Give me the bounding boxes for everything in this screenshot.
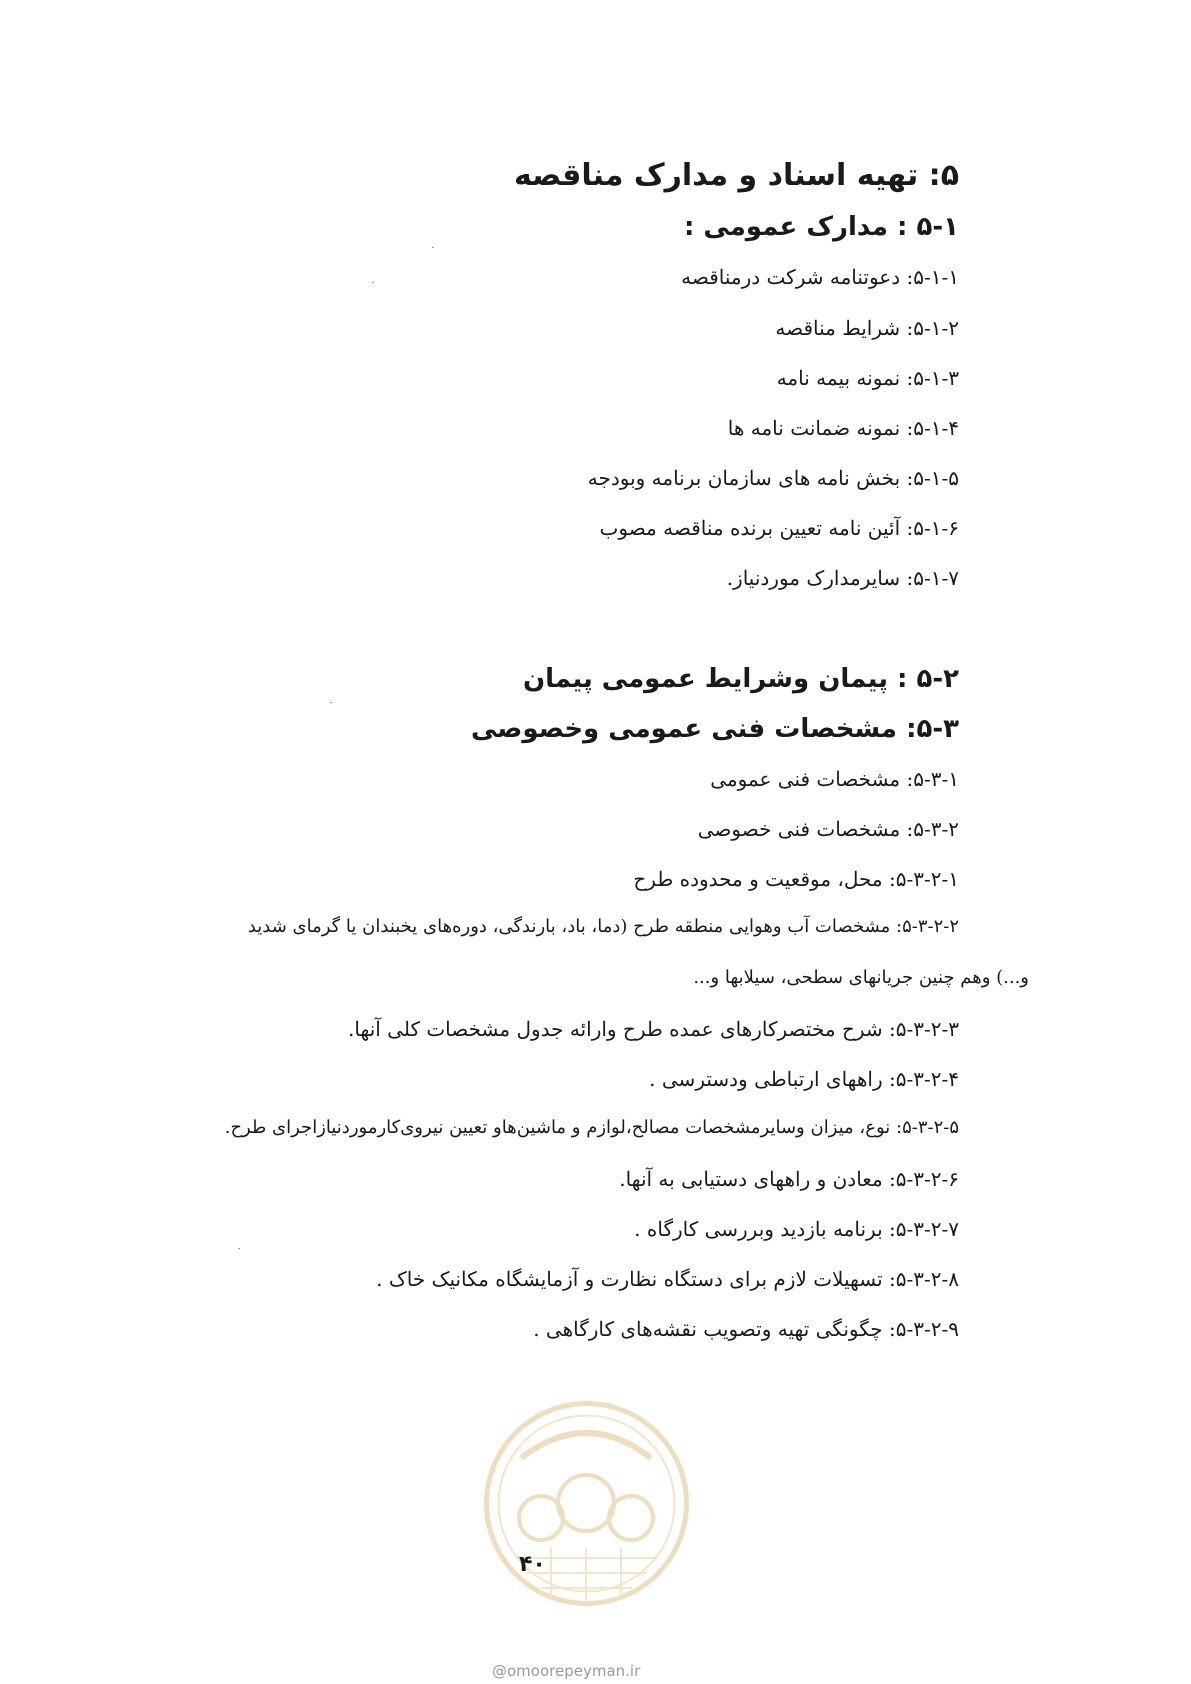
list-item: ۵-۳-۱: مشخصات فنی عمومی [710,767,959,791]
specs-heading: ۵-۳: مشخصات فنی عمومی وخصوصی [470,714,959,744]
list-item: ۵-۳-۲-۷: برنامه بازدید وبررسی کارگاه . [634,1217,959,1241]
list-item: ۵-۳-۲-۳: شرح مختصرکارهای عمده طرح وارائه جدول مشخصات کلی آنها. [348,1017,959,1041]
list-item: ۵-۳-۲-۴: راههای ارتباطی ودسترسی . [649,1067,959,1091]
page-number: ۴۰ [519,1552,546,1577]
list-item: ۵-۳-۲-۸: تسهیلات لازم برای دستگاه نظارت و آزمایشگاه مکانیک خاک . [376,1267,959,1291]
watermark-seal-icon [481,1398,692,1609]
scan-speck [330,702,332,703]
at-icon: @ [492,1662,507,1680]
scan-speck [432,247,434,248]
list-item: ۵-۱-۵: بخش نامه های سازمان برنامه وبودجه [587,466,959,490]
scan-speck [238,1248,240,1249]
list-item: ۵-۳-۲-۲: مشخصات آب وهوایی منطقه طرح (دما، باد، بارندگی، دوره‌های یخبندان یا گرمای شدید [247,916,959,937]
list-item: ۵-۱-۳: نمونه بیمه نامه [776,366,959,390]
general-docs-heading: ۵-۱ : مدارک عمومی : [683,212,959,242]
list-item: ۵-۳-۲: مشخصات فنی خصوصی [697,817,959,841]
scan-speck [372,282,374,283]
list-item: ۵-۳-۲-۹: چگونگی تهیه وتصویب نقشه‌های کارگاهی . [533,1317,959,1341]
list-item: ۵-۱-۲: شرایط مناقصه [775,316,959,340]
list-item-continuation: و...) وهم چنین جریانهای سطحی، سیلابها و... [693,967,1029,988]
list-item: ۵-۳-۲-۱: محل، موقعیت و محدوده طرح [633,867,959,891]
contract-heading: ۵-۲ : پیمان وشرایط عمومی پیمان [522,664,959,694]
list-item: ۵-۳-۲-۵: نوع، میزان وسایرمشخصات مصالح،لوازم و ماشین‌هاو تعیین نیروی‌کارموردنیازاجرای طرح. [224,1117,959,1138]
list-item: ۵-۱-۶: آئین نامه تعیین برنده مناقصه مصوب [599,516,959,540]
website-watermark: @omoorepeyman.ir [492,1662,641,1680]
list-item: ۵-۱-۴: نمونه ضمانت نامه ها [727,416,959,440]
list-item: ۵-۱-۱: دعوتنامه شرکت درمناقصه [681,265,959,289]
list-item: ۵-۱-۷: سایرمدارک موردنیاز. [726,566,959,590]
section-title: ۵: تهیه اسناد و مدارک مناقصه [513,158,959,193]
list-item: ۵-۳-۲-۶: معادن و راههای دستیابی به آنها. [619,1167,959,1191]
